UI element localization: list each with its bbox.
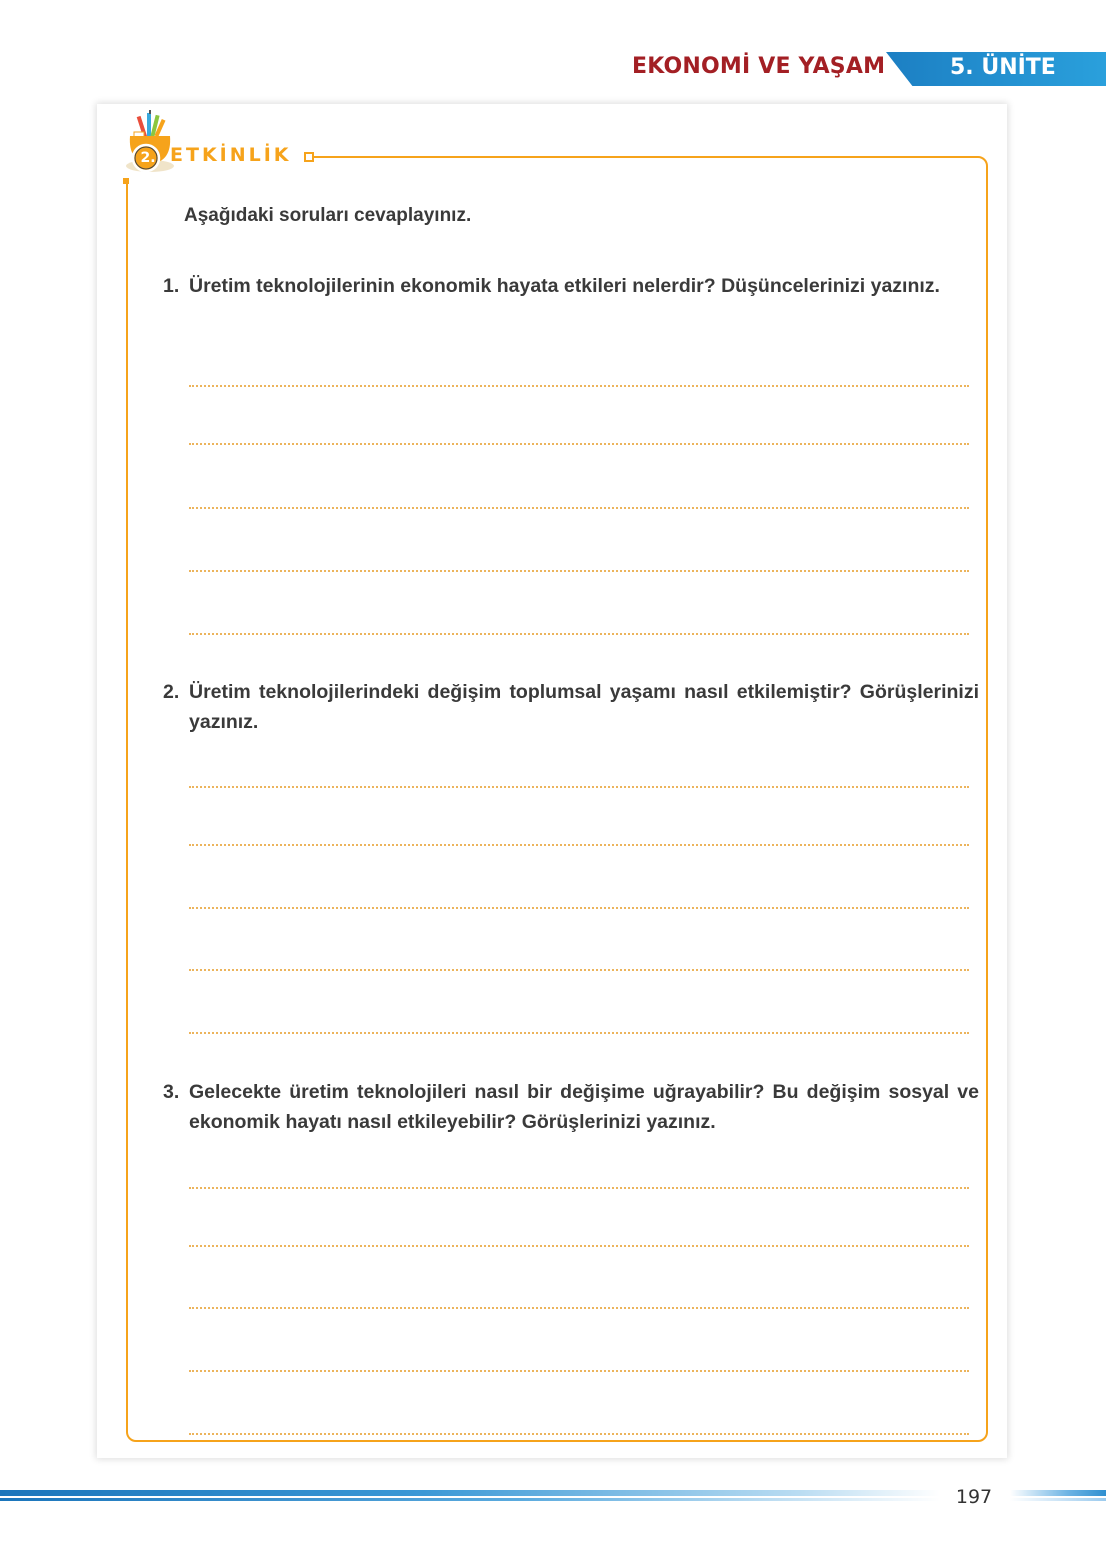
answer-line-q2-2[interactable] — [189, 844, 969, 846]
answer-line-q2-5[interactable] — [189, 1032, 969, 1034]
question-1 — [163, 271, 979, 301]
answer-line-q2-1[interactable] — [189, 786, 969, 788]
answer-line-q1-5[interactable] — [189, 633, 969, 635]
answer-line-q3-2[interactable] — [189, 1245, 969, 1247]
question-number: 3. — [163, 1081, 180, 1103]
unit-label: 5. ÜNİTE — [950, 55, 1056, 80]
answer-line-q3-5[interactable] — [189, 1433, 969, 1435]
question-number: 2. — [163, 681, 180, 703]
answer-line-q3-4[interactable] — [189, 1370, 969, 1372]
footer-stripe-left — [0, 1490, 940, 1496]
answer-line-q3-3[interactable] — [189, 1307, 969, 1309]
answer-line-q2-3[interactable] — [189, 907, 969, 909]
answer-line-q3-1[interactable] — [189, 1187, 969, 1189]
activity-frame — [126, 156, 988, 1442]
question-number: 1. — [163, 275, 180, 297]
instruction-text: Aşağıdaki soruları cevaplayınız. — [184, 205, 472, 226]
question-2 — [163, 677, 979, 737]
activity-title: ETKİNLİK — [170, 144, 292, 166]
footer-stripe-right — [1010, 1490, 1106, 1496]
answer-line-q1-1[interactable] — [189, 385, 969, 387]
activity-number: 2. — [140, 150, 156, 166]
answer-line-q2-4[interactable] — [189, 969, 969, 971]
question-text: Üretim teknolojilerinin ekonomik hayata etkileri nelerdir? Düşüncelerinizi yazınız. — [189, 275, 940, 297]
answer-line-q1-4[interactable] — [189, 570, 969, 572]
answer-line-q1-2[interactable] — [189, 443, 969, 445]
title-connector-square — [304, 152, 314, 162]
question-text: Gelecekte üretim teknolojileri nasıl bir değişime uğrayabilir? Bu değişim sosyal ve ekonomik hayatı nasıl etkileyebilir? Görüşlerinizi yazınız. — [189, 1081, 979, 1133]
footer-stripe-right-thin — [1010, 1498, 1106, 1501]
section-title: EKONOMİ VE YAŞAM — [632, 54, 886, 79]
answer-line-q1-3[interactable] — [189, 507, 969, 509]
footer-stripe-left-thin — [0, 1498, 940, 1501]
page-number: 197 — [952, 1486, 996, 1508]
title-connector-line — [313, 156, 343, 158]
frame-corner-dot — [123, 178, 129, 184]
question-text: Üretim teknolojilerindeki değişim toplumsal yaşamı nasıl etkilemiştir? Görüşlerinizi yazınız. — [189, 681, 979, 733]
question-3 — [163, 1077, 979, 1137]
